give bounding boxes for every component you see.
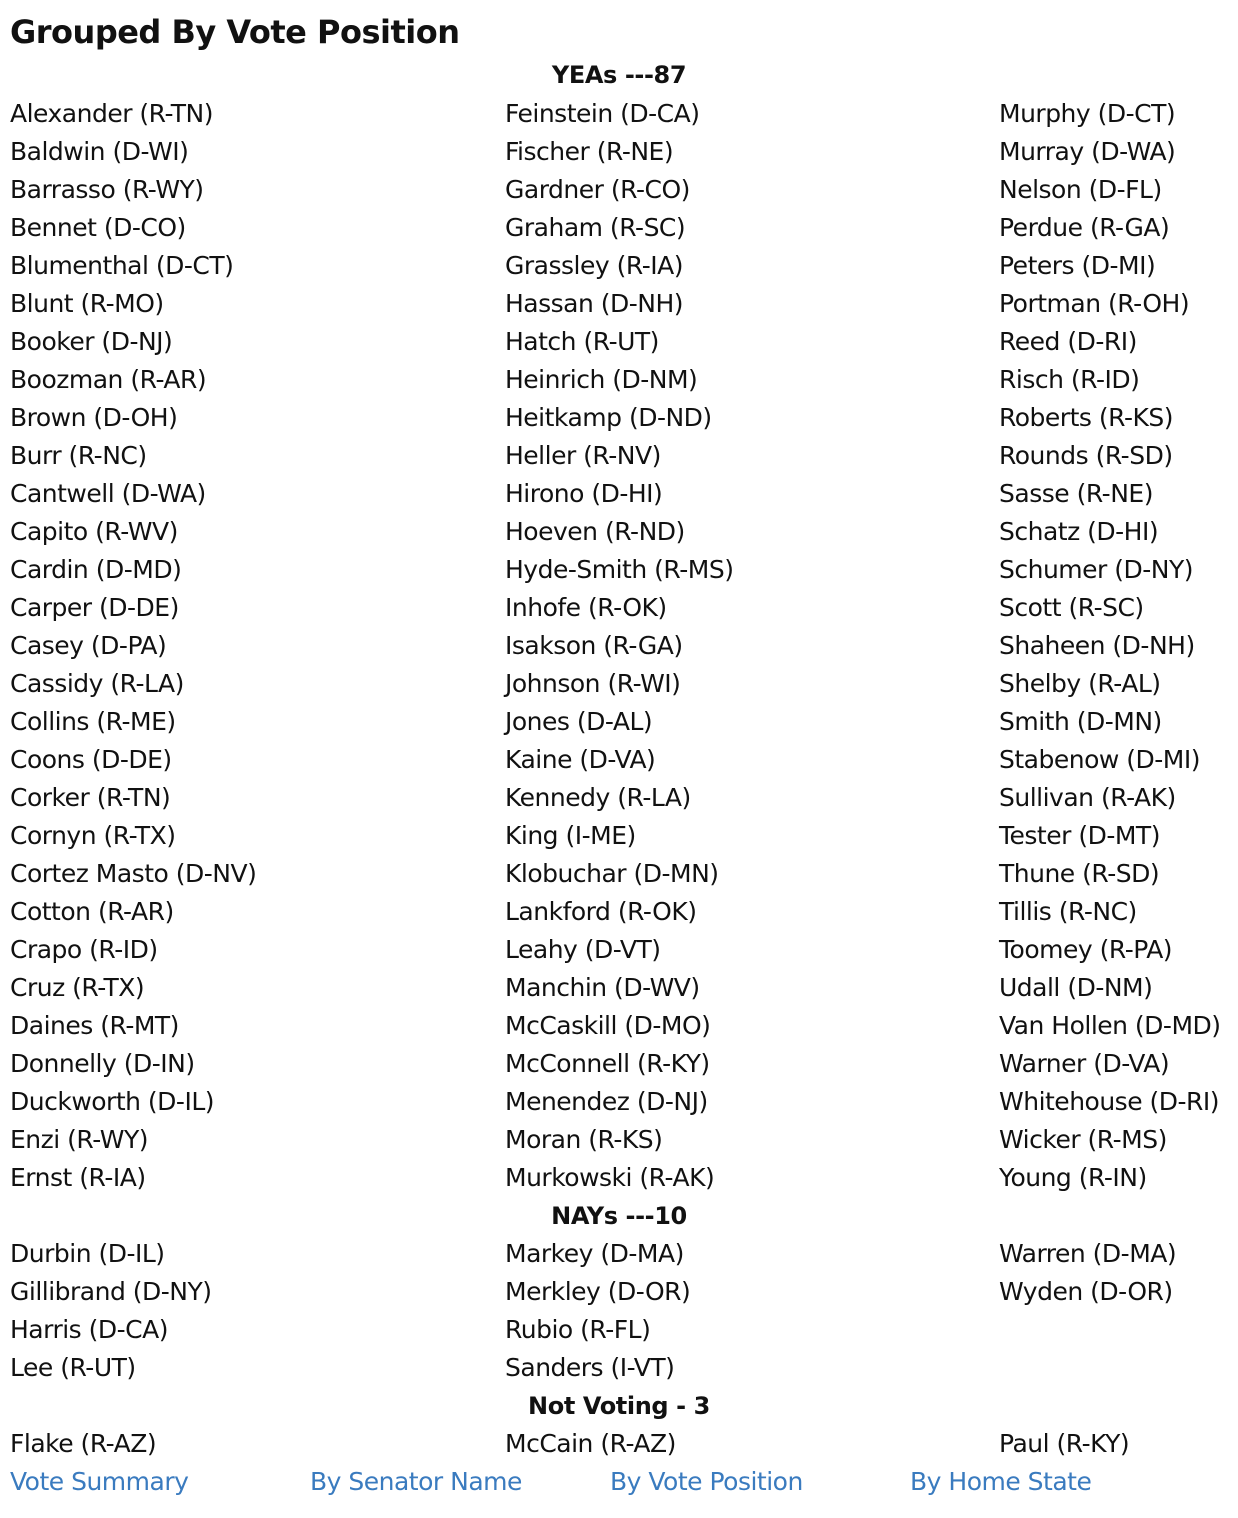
senator-entry: Grassley (R-IA) bbox=[505, 251, 683, 280]
senator-entry: Markey (D-MA) bbox=[505, 1239, 684, 1268]
senator-entry: McCaskill (D-MO) bbox=[505, 1011, 711, 1040]
senator-entry: Hyde-Smith (R-MS) bbox=[505, 555, 734, 584]
senator-entry: Schumer (D-NY) bbox=[999, 555, 1194, 584]
senator-entry: Risch (R-ID) bbox=[999, 365, 1140, 394]
senator-entry: Reed (D-RI) bbox=[999, 327, 1137, 356]
senator-entry: Whitehouse (D-RI) bbox=[999, 1087, 1220, 1116]
senator-entry: Murphy (D-CT) bbox=[999, 99, 1176, 128]
senator-entry: Thune (R-SD) bbox=[999, 859, 1160, 888]
senator-entry: Blumenthal (D-CT) bbox=[10, 251, 234, 280]
senator-entry: Capito (R-WV) bbox=[10, 517, 178, 546]
senator-entry: Hassan (D-NH) bbox=[505, 289, 684, 318]
senator-entry: Cornyn (R-TX) bbox=[10, 821, 176, 850]
senator-entry: Shaheen (D-NH) bbox=[999, 631, 1195, 660]
vote-summary-link[interactable]: Vote Summary bbox=[10, 1467, 189, 1496]
senator-entry: Flake (R-AZ) bbox=[10, 1429, 157, 1458]
senator-entry: Boozman (R-AR) bbox=[10, 365, 207, 394]
senator-entry: Corker (R-TN) bbox=[10, 783, 171, 812]
senator-entry: Perdue (R-GA) bbox=[999, 213, 1170, 242]
senator-entry: Manchin (D-WV) bbox=[505, 973, 700, 1002]
senator-entry: Barrasso (R-WY) bbox=[10, 175, 204, 204]
senator-entry: Lee (R-UT) bbox=[10, 1353, 136, 1382]
senator-entry: Heller (R-NV) bbox=[505, 441, 661, 470]
senator-entry: Klobuchar (D-MN) bbox=[505, 859, 719, 888]
by-vote-position-link[interactable]: By Vote Position bbox=[610, 1467, 803, 1496]
senator-entry: Paul (R-KY) bbox=[999, 1429, 1130, 1458]
yeas-heading: YEAs ---87 bbox=[551, 61, 687, 89]
senator-entry: Feinstein (D-CA) bbox=[505, 99, 700, 128]
senator-entry: Sasse (R-NE) bbox=[999, 479, 1153, 508]
nays-column-1 bbox=[10, 1235, 212, 1387]
senator-entry: Johnson (R-WI) bbox=[505, 669, 681, 698]
page-title: Grouped By Vote Position bbox=[10, 13, 460, 51]
senator-entry: Udall (D-NM) bbox=[999, 973, 1153, 1002]
senator-entry: Cantwell (D-WA) bbox=[10, 479, 206, 508]
senator-entry: Heinrich (D-NM) bbox=[505, 365, 698, 394]
senator-entry: Smith (D-MN) bbox=[999, 707, 1162, 736]
senator-entry: Ernst (R-IA) bbox=[10, 1163, 146, 1192]
senator-entry: Cortez Masto (D-NV) bbox=[10, 859, 257, 888]
senator-entry: King (I-ME) bbox=[505, 821, 636, 850]
senator-entry: Nelson (D-FL) bbox=[999, 175, 1162, 204]
senator-entry: Murkowski (R-AK) bbox=[505, 1163, 715, 1192]
senator-entry: Jones (D-AL) bbox=[505, 707, 653, 736]
senator-entry: McCain (R-AZ) bbox=[505, 1429, 676, 1458]
senator-entry: Wicker (R-MS) bbox=[999, 1125, 1167, 1154]
senator-entry: Leahy (D-VT) bbox=[505, 935, 661, 964]
senator-entry: Brown (D-OH) bbox=[10, 403, 178, 432]
senator-entry: Merkley (D-OR) bbox=[505, 1277, 691, 1306]
senator-entry: Moran (R-KS) bbox=[505, 1125, 663, 1154]
senator-entry: Tillis (R-NC) bbox=[999, 897, 1137, 926]
senator-entry: Kennedy (R-LA) bbox=[505, 783, 691, 812]
senator-entry: McConnell (R-KY) bbox=[505, 1049, 710, 1078]
senator-entry: Duckworth (D-IL) bbox=[10, 1087, 215, 1116]
senator-entry: Durbin (D-IL) bbox=[10, 1239, 165, 1268]
nays-heading: NAYs ---10 bbox=[551, 1202, 687, 1230]
senator-entry: Donnelly (D-IN) bbox=[10, 1049, 195, 1078]
senator-entry: Bennet (D-CO) bbox=[10, 213, 186, 242]
senator-entry: Cotton (R-AR) bbox=[10, 897, 174, 926]
senator-entry: Graham (R-SC) bbox=[505, 213, 686, 242]
yeas-column-3 bbox=[999, 95, 1221, 1197]
senator-entry: Blunt (R-MO) bbox=[10, 289, 164, 318]
senator-entry: Van Hollen (D-MD) bbox=[999, 1011, 1221, 1040]
senator-entry: Wyden (D-OR) bbox=[999, 1277, 1173, 1306]
senator-entry: Coons (D-DE) bbox=[10, 745, 172, 774]
senator-entry: Carper (D-DE) bbox=[10, 593, 179, 622]
senator-entry: Stabenow (D-MI) bbox=[999, 745, 1200, 774]
senator-entry: Burr (R-NC) bbox=[10, 441, 147, 470]
by-home-state-link[interactable]: By Home State bbox=[910, 1467, 1092, 1496]
senator-entry: Booker (D-NJ) bbox=[10, 327, 173, 356]
senator-entry: Sullivan (R-AK) bbox=[999, 783, 1176, 812]
senator-entry: Peters (D-MI) bbox=[999, 251, 1156, 280]
senator-entry: Gardner (R-CO) bbox=[505, 175, 690, 204]
senator-entry: Alexander (R-TN) bbox=[10, 99, 213, 128]
senator-entry: Schatz (D-HI) bbox=[999, 517, 1159, 546]
senator-entry: Murray (D-WA) bbox=[999, 137, 1176, 166]
senator-entry: Portman (R-OH) bbox=[999, 289, 1190, 318]
nays-column-2 bbox=[505, 1235, 690, 1387]
senator-entry: Warren (D-MA) bbox=[999, 1239, 1177, 1268]
senator-entry: Kaine (D-VA) bbox=[505, 745, 656, 774]
senator-entry: Scott (R-SC) bbox=[999, 593, 1144, 622]
senator-entry: Heitkamp (D-ND) bbox=[505, 403, 712, 432]
senator-entry: Inhofe (R-OK) bbox=[505, 593, 667, 622]
yeas-column-2 bbox=[505, 95, 733, 1197]
nays-column-3 bbox=[999, 1235, 1176, 1311]
senator-entry: Gillibrand (D-NY) bbox=[10, 1277, 212, 1306]
senator-entry: Cruz (R-TX) bbox=[10, 973, 145, 1002]
senator-entry: Toomey (R-PA) bbox=[999, 935, 1173, 964]
not-voting-column-1 bbox=[10, 1425, 156, 1463]
not-voting-heading: Not Voting - 3 bbox=[528, 1392, 710, 1420]
senator-entry: Fischer (R-NE) bbox=[505, 137, 674, 166]
senator-entry: Young (R-IN) bbox=[999, 1163, 1147, 1192]
senator-entry: Roberts (R-KS) bbox=[999, 403, 1173, 432]
senator-entry: Rounds (R-SD) bbox=[999, 441, 1173, 470]
senator-entry: Daines (R-MT) bbox=[10, 1011, 179, 1040]
senator-entry: Sanders (I-VT) bbox=[505, 1353, 675, 1382]
senator-entry: Rubio (R-FL) bbox=[505, 1315, 651, 1344]
senator-entry: Baldwin (D-WI) bbox=[10, 137, 189, 166]
senator-entry: Tester (D-MT) bbox=[999, 821, 1160, 850]
not-voting-column-2 bbox=[505, 1425, 676, 1463]
senator-entry: Casey (D-PA) bbox=[10, 631, 167, 660]
senator-entry: Menendez (D-NJ) bbox=[505, 1087, 708, 1116]
senator-entry: Enzi (R-WY) bbox=[10, 1125, 149, 1154]
not-voting-column-3 bbox=[999, 1425, 1129, 1463]
senator-entry: Hoeven (R-ND) bbox=[505, 517, 685, 546]
senator-entry: Shelby (R-AL) bbox=[999, 669, 1161, 698]
senator-entry: Hirono (D-HI) bbox=[505, 479, 663, 508]
senator-entry: Crapo (R-ID) bbox=[10, 935, 158, 964]
footer-nav bbox=[0, 1463, 1238, 1501]
senator-entry: Collins (R-ME) bbox=[10, 707, 176, 736]
yeas-column-1 bbox=[10, 95, 256, 1197]
senator-entry: Warner (D-VA) bbox=[999, 1049, 1170, 1078]
by-senator-name-link[interactable]: By Senator Name bbox=[310, 1467, 522, 1496]
senator-entry: Isakson (R-GA) bbox=[505, 631, 683, 660]
senator-entry: Cassidy (R-LA) bbox=[10, 669, 184, 698]
senator-entry: Lankford (R-OK) bbox=[505, 897, 697, 926]
senator-entry: Cardin (D-MD) bbox=[10, 555, 182, 584]
senator-entry: Hatch (R-UT) bbox=[505, 327, 659, 356]
senator-entry: Harris (D-CA) bbox=[10, 1315, 168, 1344]
